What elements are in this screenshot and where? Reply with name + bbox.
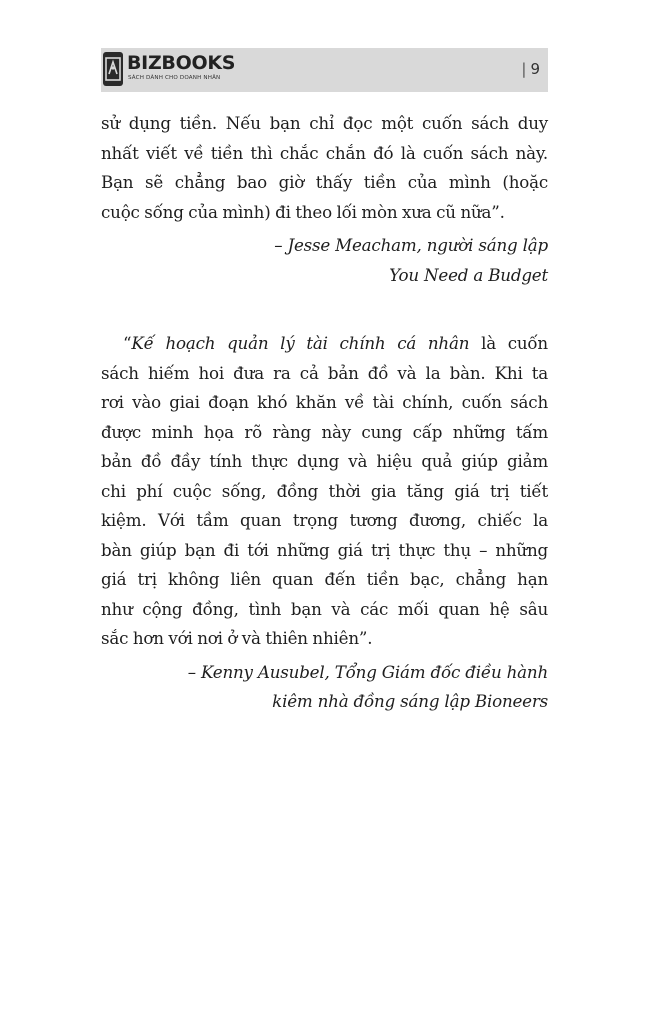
brand-name: BIZBOOKS: [127, 52, 236, 74]
quote-kenny-ausubel: [101, 329, 548, 717]
page-number-separator: |: [521, 60, 527, 78]
quote-jesse-meacham: [101, 109, 548, 290]
text-line: sách hiếm hoi đưa ra cả bản đồ và la bàn. Khi ta: [101, 362, 548, 383]
attribution-author: – Kenny Ausubel, Tổng Giám đốc điều hành: [187, 661, 548, 682]
text-line: sắc hơn với nơi ở và thiên nhiên”.: [101, 628, 373, 648]
open-quote: “: [123, 333, 132, 353]
text-line: Bạn sẽ chẳng bao giờ thấy tiền của mình (hoặc: [101, 172, 548, 192]
text-line: rơi vào giai đoạn khó khăn về tài chính, cuốn sách: [101, 392, 548, 412]
text-line: cuộc sống của mình) đi theo lối mòn xưa cũ nữa”.: [101, 201, 505, 222]
text-line: sử dụng tiền. Nếu bạn chỉ đọc một cuốn sách duy: [101, 113, 548, 133]
text-line: chi phí cuộc sống, đồng thời gia tăng giá trị tiết: [101, 480, 548, 501]
attribution-author: – Jesse Meacham, người sáng lập: [274, 235, 548, 255]
text-line: nhất viết về tiền thì chắc chắn đó là cuốn sách này.: [101, 142, 548, 163]
quote-body: [101, 109, 548, 227]
page-number: [521, 60, 540, 78]
first-line-rest: là cuốn: [469, 333, 548, 353]
attribution-affiliation: You Need a Budget: [389, 264, 548, 285]
quote-attribution: [101, 231, 548, 290]
brand-tagline: SÁCH DÀNH CHO DOANH NHÂN: [128, 75, 221, 81]
text-line: được minh họa rõ ràng này cung cấp những tấm: [101, 421, 548, 442]
text-line: kiệm. Với tầm quan trọng tương đương, chiếc la: [101, 510, 548, 530]
quote-attribution: [101, 658, 548, 717]
bizbooks-logo-icon: [103, 52, 123, 86]
text-line: [101, 329, 548, 359]
text-line: bản đồ đầy tính thực dụng và hiệu quả giúp giảm: [101, 451, 548, 471]
running-header: [101, 48, 548, 92]
text-line: giá trị không liên quan đến tiền bạc, chẳng hạn: [101, 569, 548, 589]
quote-body: [101, 329, 548, 654]
text-line: như cộng đồng, tình bạn và các mối quan hệ sâu: [101, 598, 548, 619]
text-line: bàn giúp bạn đi tới những giá trị thực thụ – những: [101, 539, 548, 560]
attribution-affiliation: kiêm nhà đồng sáng lập Bioneers: [272, 691, 548, 711]
book-title: Kế hoạch quản lý tài chính cá nhân: [131, 333, 470, 353]
page-number-value: 9: [530, 60, 540, 78]
